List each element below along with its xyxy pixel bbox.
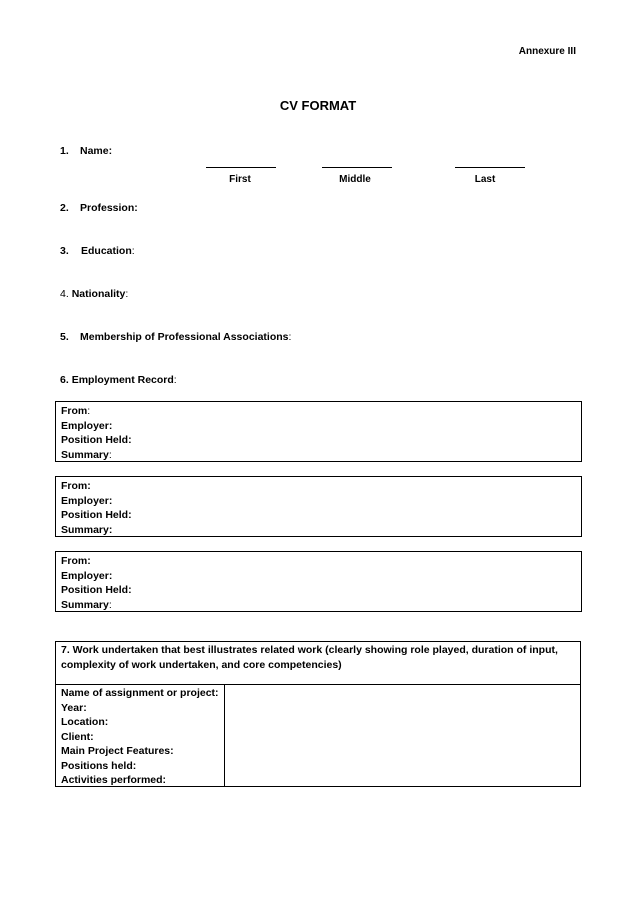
field-label: Name: <box>80 145 113 157</box>
assignment-name-label: Name of assignment or project: <box>61 687 219 699</box>
membership-field: 5. Membership of Professional Associations: <box>60 331 292 343</box>
field-number: 4. <box>60 288 69 300</box>
last-name-line <box>455 167 525 168</box>
summary-label: Summary <box>61 448 109 461</box>
employer-label: Employer: <box>61 419 113 432</box>
first-name-label: First <box>229 174 251 185</box>
education-field: 3. Education: <box>60 245 135 257</box>
work-undertaken-fields <box>56 685 225 786</box>
page-title: CV FORMAT <box>279 98 357 113</box>
field-label: Profession: <box>80 202 138 214</box>
activities-performed-label: Activities performed: <box>61 774 167 786</box>
profession-field <box>60 202 138 214</box>
employer-label: Employer: <box>61 494 113 507</box>
location-label: Location: <box>61 716 109 728</box>
summary-label: Summary: <box>61 523 113 536</box>
employment-record-box: From: Employer: Position Held: Summary: <box>55 551 582 612</box>
field-label: Nationality <box>71 288 126 300</box>
field-number: 2. <box>60 202 69 214</box>
work-undertaken-header: 7. Work undertaken that best illustrates related work (clearly showing role played, duration of input, complexity of work undertaken, and core competencies) <box>56 642 580 685</box>
middle-name-line <box>322 167 392 168</box>
from-label: From: <box>61 555 91 567</box>
name-field <box>60 145 112 157</box>
position-held-label: Position Held: <box>61 434 132 446</box>
employment-record-heading: 6. Employment Record: <box>60 374 177 386</box>
field-label: Employment Record <box>71 374 174 386</box>
from-label: From: <box>61 480 91 492</box>
nationality-field: 4. Nationality: <box>60 288 129 300</box>
from-label: From <box>61 405 88 417</box>
client-label: Client: <box>61 730 94 743</box>
work-undertaken-table <box>55 641 581 787</box>
last-name-label: Last <box>474 174 496 185</box>
position-held-label: Position Held: <box>61 584 132 596</box>
field-number: 6. <box>60 374 69 386</box>
positions-held-label: Positions held: <box>61 759 137 772</box>
employment-record-box <box>55 476 582 537</box>
field-number: 3. <box>60 245 69 257</box>
employer-label: Employer: <box>61 569 113 582</box>
field-label: Membership of Professional Associations <box>80 331 289 343</box>
annexure-label: Annexure III <box>518 46 576 57</box>
position-held-label: Position Held: <box>61 509 132 521</box>
first-name-line <box>206 167 276 168</box>
year-label: Year: <box>61 701 87 714</box>
employment-record-box: From: Employer: Position Held: Summary: <box>55 401 582 462</box>
main-project-features-label: Main Project Features: <box>61 745 174 757</box>
field-number: 1. <box>60 145 69 157</box>
field-number: 5. <box>60 331 69 343</box>
summary-label: Summary <box>61 598 109 611</box>
field-label: Education <box>81 245 132 257</box>
middle-name-label: Middle <box>339 174 371 185</box>
